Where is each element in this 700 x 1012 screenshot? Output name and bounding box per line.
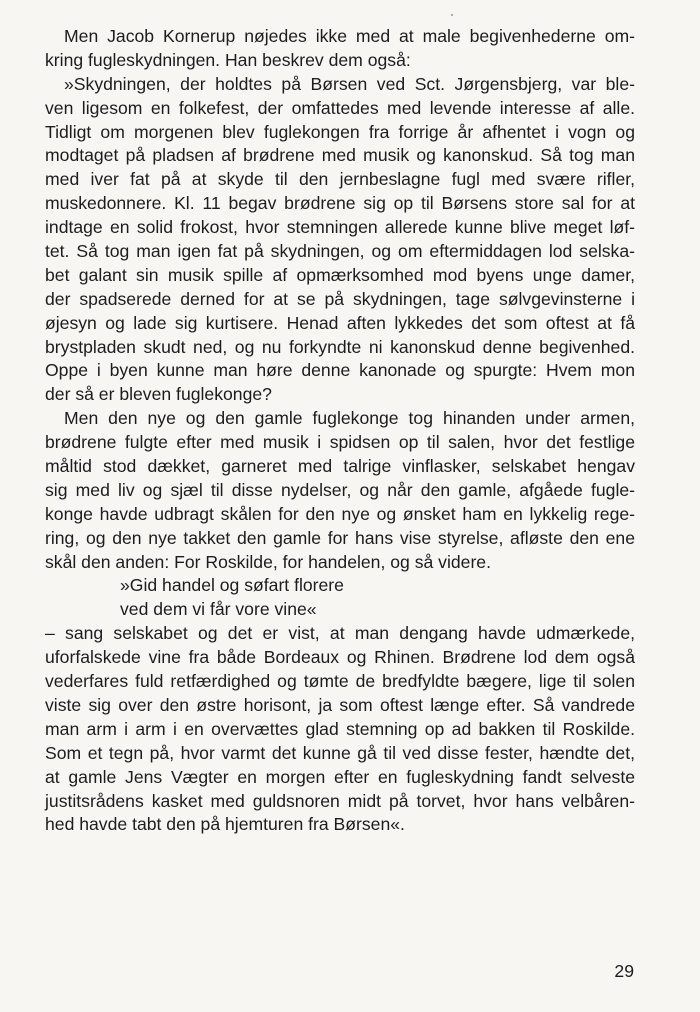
text-line: øjesyn og lade sig kurtisere. Henad aften lykkedes det som oftest at få bbox=[45, 312, 635, 333]
text-line: hed havde tabt den på hjemturen fra Børsen«. bbox=[45, 814, 405, 835]
text-line: uforfalskede vine fra både Bordeaux og Rhinen. Brødrene lod dem også bbox=[45, 647, 635, 668]
page-number: 29 bbox=[614, 961, 634, 981]
text-line: brystpladen skudt ned, og nu forkyndte ni kanonskud denne begivenhed. bbox=[45, 336, 635, 357]
text-line: »Skydningen, der holdtes på Børsen ved Sct. Jørgensbjerg, var ble- bbox=[64, 73, 635, 94]
text-line: justitsrådens kasket med guldsnoren midt på torvet, hvor hans velbåren- bbox=[45, 790, 635, 811]
text-line: indtage en solid frokost, hvor stemningen allerede kunne blive meget løf- bbox=[45, 217, 635, 238]
verse-line: »Gid handel og søfart florere bbox=[120, 575, 344, 596]
text-line: vederfares fuld retfærdighed og tømte de bredfyldte bægere, lige til solen bbox=[45, 671, 635, 692]
text-line: der spadserede derned for at se på skydningen, tage sølvgevinsterne i bbox=[45, 288, 635, 309]
text-line: med iver fat på at skyde til den jernbeslagne fugl med svære rifler, bbox=[45, 169, 635, 190]
text-line: brødrene fulgte efter med musik i spidsen op til salen, hvor det festlige bbox=[45, 432, 635, 453]
text-line: viste sig over den østre horisont, ja som oftest længe efter. Så vandrede bbox=[45, 694, 635, 715]
text-line: tet. Så tog man igen fat på skydningen, og om eftermiddagen lod selska- bbox=[45, 241, 635, 262]
text-line: muskedonnere. Kl. 11 begav brødrene sig op til Børsens store sal for at bbox=[45, 193, 635, 214]
verse-line: ved dem vi får vore vine« bbox=[120, 599, 317, 620]
text-line: måltid stod dækket, garneret med talrige vinflasker, selskabet hengav bbox=[45, 456, 635, 477]
scan-speck bbox=[451, 14, 453, 16]
text-line: ring, og den nye takket den gamle for hans vise styrelse, afløste den ene bbox=[45, 527, 635, 548]
text-line: modtaget på pladsen af brødrene med musik og kanonskud. Så tog man bbox=[45, 145, 635, 166]
text-line: der så er bleven fuglekonge? bbox=[45, 384, 272, 405]
text-line: ven ligesom en folkefest, der omfattedes med levende interesse af alle. bbox=[45, 97, 635, 118]
text-line: skål den anden: For Roskilde, for handelen, og så videre. bbox=[45, 551, 491, 572]
text-line: Tidligt om morgenen blev fuglekongen fra forrige år afhentet i vogn og bbox=[45, 121, 635, 142]
text-line: at gamle Jens Vægter en morgen efter en fugleskydning fandt selveste bbox=[45, 766, 635, 787]
text-line: sig med liv og sjæl til disse nydelser, og når den gamle, afgåede fugle- bbox=[45, 479, 635, 500]
text-line: Men Jacob Kornerup nøjedes ikke med at male begivenhederne om- bbox=[64, 26, 635, 46]
text-line: man arm i arm i en overvættes glad stemning op ad bakken til Roskilde. bbox=[45, 718, 635, 739]
text-line: Men den nye og den gamle fuglekonge tog hinanden under armen, bbox=[64, 408, 635, 429]
text-line: – sang selskabet og det er vist, at man dengang havde udmærkede, bbox=[45, 623, 635, 644]
text-line: Oppe i byen kunne man høre denne kanonade og spurgte: Hvem mon bbox=[45, 360, 635, 381]
text-line: bet galant sin musik spille af opmærksomhed mod byens unge damer, bbox=[45, 264, 635, 285]
page-body bbox=[45, 25, 635, 837]
text-line: konge havde udbragt skålen for den nye og ønsket ham en lykkelig rege- bbox=[45, 503, 635, 524]
text-line: Som et tegn på, hvor varmt det kunne gå til ved disse fester, hændte det, bbox=[45, 742, 635, 763]
text-line: kring fugleskydningen. Han beskrev dem også: bbox=[45, 49, 411, 70]
